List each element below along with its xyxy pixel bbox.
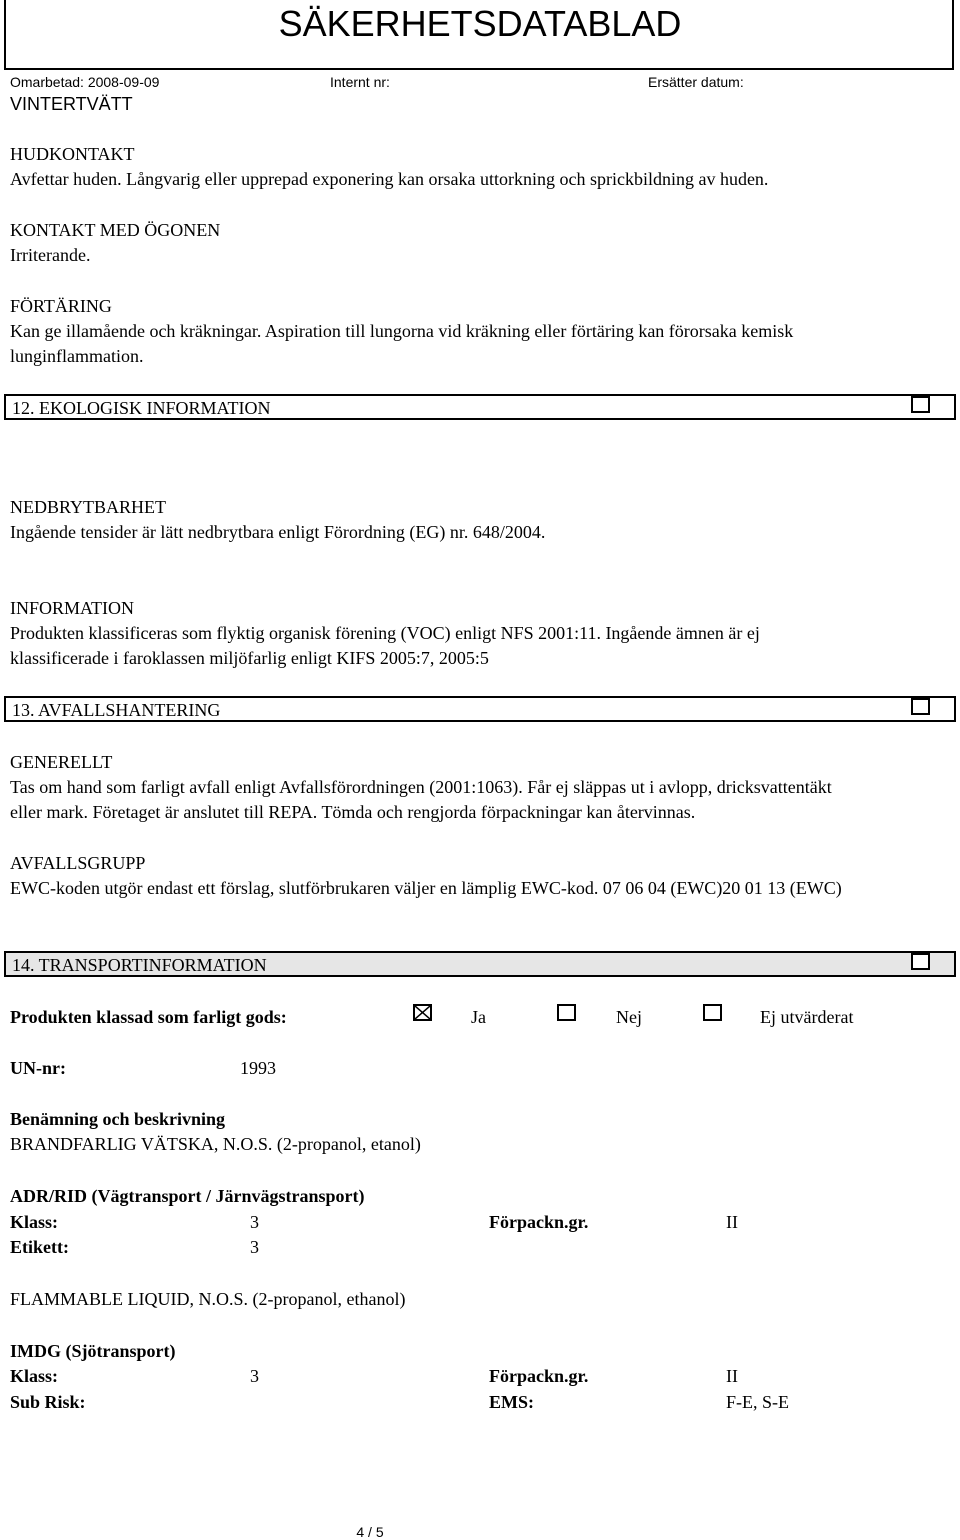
- ingestion-text-line2: lunginflammation.: [10, 346, 144, 366]
- skin-contact-text: Avfettar huden. Långvarig eller upprepad exponering kan orsaka uttorkning och sprickbildning av huden.: [10, 169, 769, 189]
- proper-shipping-name: FLAMMABLE LIQUID, N.O.S. (2-propanol, ethanol): [10, 1289, 406, 1309]
- option-not-evaluated-label: Ej utvärderat: [760, 1007, 854, 1027]
- option-not-evaluated-checkbox[interactable]: [703, 1004, 722, 1021]
- page-number: 4 / 5: [356, 1524, 384, 1540]
- imdg-class-value: 3: [250, 1366, 259, 1386]
- adr-label-label: Etikett:: [10, 1237, 69, 1257]
- section-13-title: 13. AVFALLSHANTERING: [12, 700, 221, 720]
- eye-contact-title: KONTAKT MED ÖGONEN: [10, 220, 221, 240]
- document-title: SÄKERHETSDATABLAD: [278, 3, 682, 44]
- internal-number-label: Internt nr:: [330, 74, 390, 90]
- eye-contact-text: Irriterande.: [10, 245, 91, 265]
- general-text-line1: Tas om hand som farligt avfall enligt Avfallsförordningen (2001:1063). Får ej släppas ut i avlopp, dricksvattentäkt: [10, 777, 832, 797]
- shipping-name-title: Benämning och beskrivning: [10, 1109, 226, 1129]
- waste-group-text: EWC-koden utgör endast ett förslag, slutförbrukaren väljer en lämplig EWC-kod. 07 06 04 (EWC)20 01 13 (EWC): [10, 878, 842, 898]
- degradability-title: NEDBRYTBARHET: [10, 497, 167, 517]
- imdg-ems-label: EMS:: [489, 1392, 534, 1412]
- dangerous-goods-label: Produkten klassad som farligt gods:: [10, 1007, 287, 1027]
- section-13-checkbox[interactable]: [911, 698, 930, 715]
- revised-date: Omarbetad: 2008-09-09: [10, 74, 160, 90]
- waste-group-title: AVFALLSGRUPP: [10, 853, 146, 873]
- imdg-packing-group-value: II: [726, 1366, 738, 1386]
- section-12-title: 12. EKOLOGISK INFORMATION: [12, 398, 271, 418]
- product-name: VINTERTVÄTT: [10, 94, 133, 114]
- general-text-line2: eller mark. Företaget är anslutet till REPA. Tömda och rengjorda förpackningar kan återvinnas.: [10, 802, 696, 822]
- option-no-checkbox[interactable]: [557, 1004, 576, 1021]
- ingestion-title: FÖRTÄRING: [10, 296, 112, 316]
- replaces-date-label: Ersätter datum:: [648, 74, 744, 90]
- information-title: INFORMATION: [10, 598, 135, 618]
- general-title: GENERELLT: [10, 752, 113, 772]
- option-yes-label: Ja: [471, 1007, 486, 1027]
- checkmark-x-icon: [415, 1006, 430, 1019]
- section-14-title: 14. TRANSPORTINFORMATION: [12, 955, 267, 975]
- imdg-title: IMDG (Sjötransport): [10, 1341, 176, 1361]
- option-yes-checkbox[interactable]: [413, 1004, 432, 1021]
- section-12-header: [4, 394, 956, 420]
- ingestion-text-line1: Kan ge illamående och kräkningar. Aspiration till lungorna vid kräkning eller förtäring kan förorsaka kemisk: [10, 321, 794, 341]
- section-12-checkbox[interactable]: [911, 396, 930, 413]
- information-text-line1: Produkten klassificeras som flyktig organisk förening (VOC) enligt NFS 2001:11. Ingående ämnen är ej: [10, 623, 760, 643]
- option-no-label: Nej: [616, 1007, 642, 1027]
- imdg-class-label: Klass:: [10, 1366, 59, 1386]
- section-14-header: [4, 951, 956, 977]
- imdg-ems-value: F-E, S-E: [726, 1392, 789, 1412]
- adr-packing-group-value: II: [726, 1212, 738, 1232]
- un-number-label: UN-nr:: [10, 1058, 66, 1078]
- section-14-checkbox[interactable]: [911, 953, 930, 970]
- adr-packing-group-label: Förpackn.gr.: [489, 1212, 589, 1232]
- degradability-text: Ingående tensider är lätt nedbrytbara enligt Förordning (EG) nr. 648/2004.: [10, 522, 546, 542]
- section-13-header: [4, 696, 956, 722]
- adr-class-label: Klass:: [10, 1212, 59, 1232]
- imdg-packing-group-label: Förpackn.gr.: [489, 1366, 589, 1386]
- shipping-name-value: BRANDFARLIG VÄTSKA, N.O.S. (2-propanol, etanol): [10, 1134, 421, 1154]
- imdg-subrisk-label: Sub Risk:: [10, 1392, 86, 1412]
- skin-contact-title: HUDKONTAKT: [10, 144, 135, 164]
- adr-class-value: 3: [250, 1212, 259, 1232]
- information-text-line2: klassificerade i faroklassen miljöfarlig enligt KIFS 2005:7, 2005:5: [10, 648, 489, 668]
- un-number-value: 1993: [240, 1058, 276, 1078]
- adr-label-value: 3: [250, 1237, 259, 1257]
- adr-rid-title: ADR/RID (Vägtransport / Järnvägstransport): [10, 1186, 365, 1206]
